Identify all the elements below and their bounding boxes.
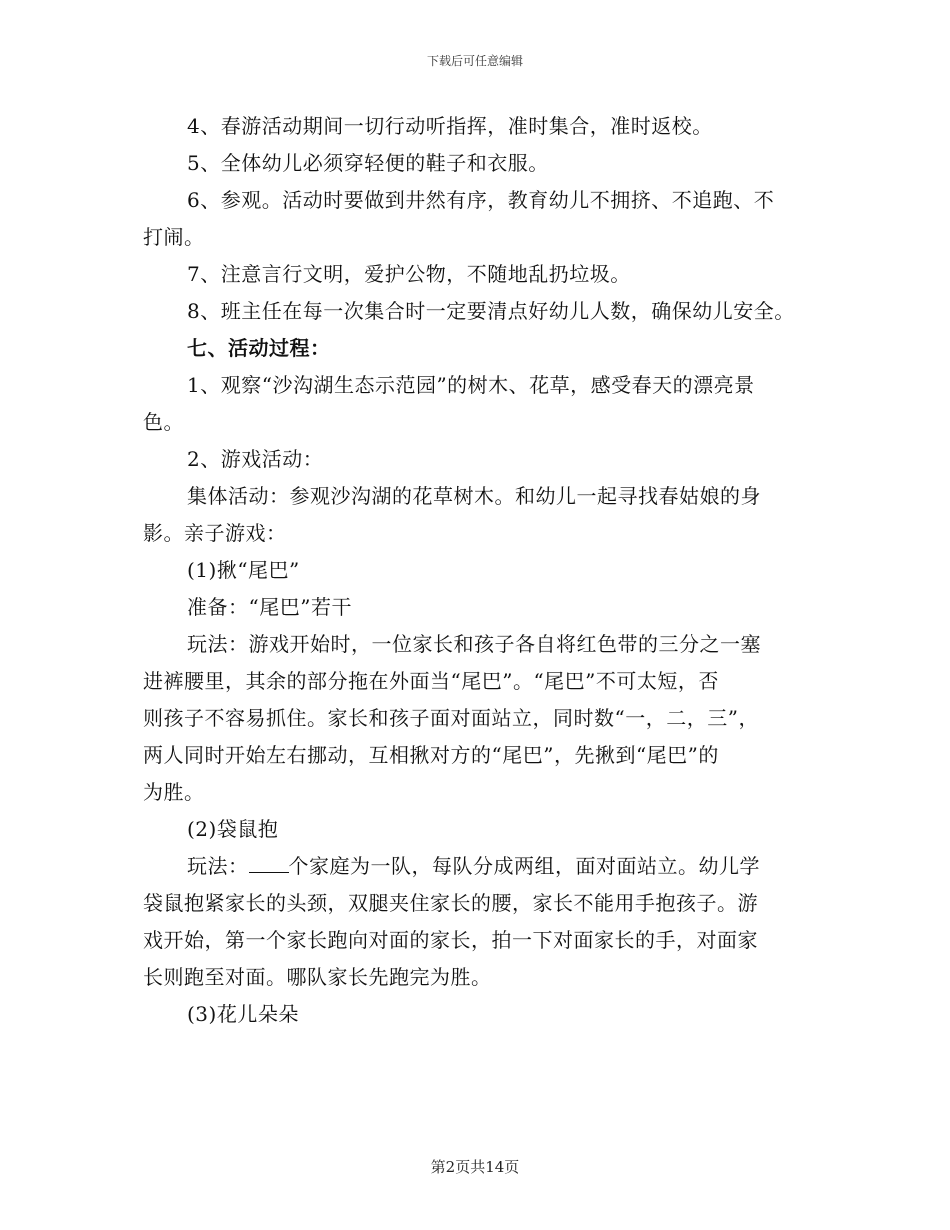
paragraph-line: 7、注意言行文明，爱护公物，不随地乱扔垃圾。	[187, 262, 631, 286]
page-header: 下载后可任意编辑	[426, 54, 523, 68]
page-footer: 第2页共14页	[430, 1158, 520, 1176]
document-body	[143, 108, 823, 1033]
paragraph-line: 4、春游活动期间一切行动听指挥，准时集合，准时返校。	[187, 114, 713, 138]
paragraph-line	[143, 848, 823, 885]
paragraph-line: 影。亲子游戏：	[143, 521, 287, 545]
paragraph-line: 色。	[143, 410, 184, 434]
paragraph-line: 玩法：游戏开始时，一位家长和孩子各自将红色带的三分之一塞	[187, 632, 761, 656]
game-title: (3)花儿朵朵	[187, 1002, 299, 1026]
paragraph-line: 则孩子不容易抓住。家长和孩子面对面站立，同时数“一，二，三”，	[143, 706, 759, 730]
paragraph-line: 打闹。	[143, 225, 205, 249]
paragraph-line: 集体活动：参观沙沟湖的花草树木。和幼儿一起寻找春姑娘的身	[187, 484, 761, 508]
rule-text: 个家庭为一队，每队分成两组，面对面站立。幼儿学	[288, 854, 760, 878]
paragraph-line: 6、参观。活动时要做到井然有序，教育幼儿不拥挤、不追跑、不	[187, 188, 775, 212]
rule-label: 玩法：	[187, 854, 249, 878]
paragraph-line: 准备：“尾巴”若干	[187, 595, 352, 619]
paragraph-line: 5、全体幼儿必须穿轻便的鞋子和衣服。	[187, 151, 549, 175]
paragraph-line: 2、游戏活动：	[187, 447, 324, 471]
paragraph-line: 戏开始，第一个家长跑向对面的家长，拍一下对面家长的手，对面家	[143, 928, 758, 952]
fill-in-blank	[249, 850, 289, 873]
game-title: (2)袋鼠抱	[187, 817, 279, 841]
paragraph-line: 长则跑至对面。哪队家长先跑完为胜。	[143, 965, 492, 989]
paragraph-line: 1、观察“沙沟湖生态示范园”的树木、花草，感受春天的漂亮景	[187, 373, 755, 397]
paragraph-line: 8、班主任在每一次集合时一定要清点好幼儿人数，确保幼儿安全。	[187, 299, 795, 323]
paragraph-line: 为胜。	[143, 780, 205, 804]
paragraph-line: 两人同时开始左右挪动，互相揪对方的“尾巴”，先揪到“尾巴”的	[143, 743, 719, 767]
game-title: (1)揪“尾巴”	[187, 558, 300, 582]
section-heading: 七、活动过程：	[187, 336, 331, 360]
paragraph-line: 进裤腰里，其余的部分拖在外面当“尾巴”。“尾巴”不可太短，否	[143, 669, 719, 693]
paragraph-line: 袋鼠抱紧家长的头颈，双腿夹住家长的腰，家长不能用手抱孩子。游	[143, 891, 758, 915]
